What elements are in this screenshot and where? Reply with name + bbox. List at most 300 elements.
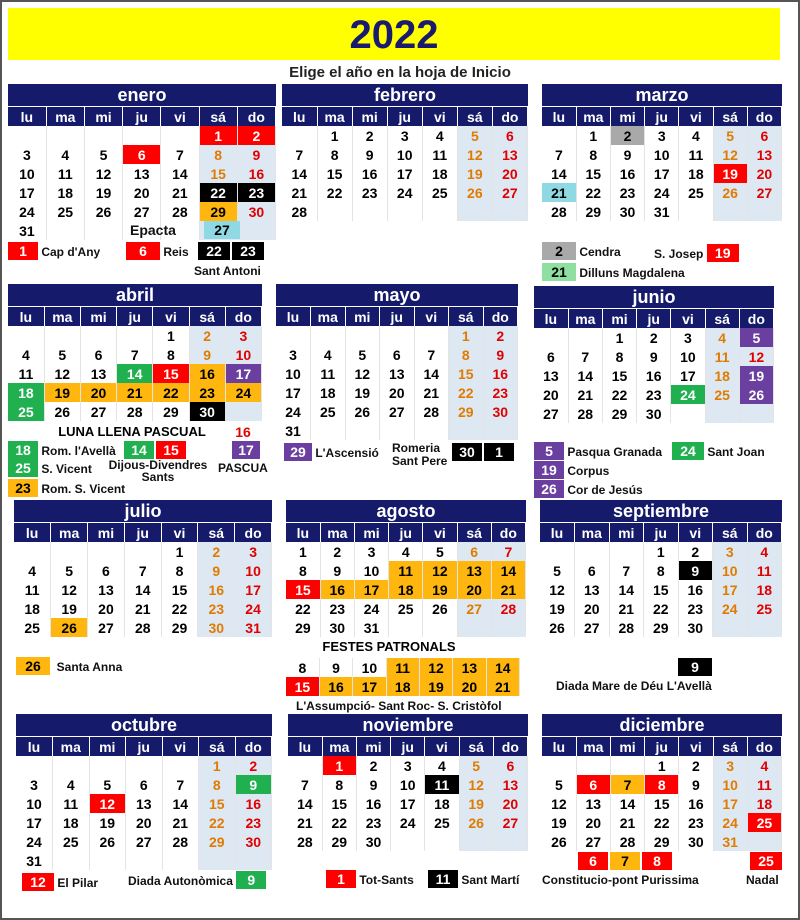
day-cell: 13 bbox=[747, 145, 781, 164]
day-cell: 30 bbox=[356, 832, 390, 851]
day-cell: 10 bbox=[387, 145, 422, 164]
empty-cell bbox=[237, 221, 275, 240]
day-cell: 27 bbox=[126, 832, 163, 851]
weekday-label: vi bbox=[423, 523, 457, 543]
legend-diada-autonomica: Diada Autonòmica 9 bbox=[128, 871, 266, 889]
empty-cell bbox=[422, 202, 457, 221]
day-cell: 7 bbox=[162, 775, 199, 794]
day-cell: 8 bbox=[199, 145, 237, 164]
day-cell: 14 bbox=[117, 364, 153, 383]
day-cell: 18 bbox=[705, 366, 739, 385]
day-cell: 14 bbox=[491, 561, 525, 580]
week-row bbox=[282, 126, 528, 145]
week-row bbox=[16, 775, 272, 794]
legend-romeria-boxes: 30 1 bbox=[452, 443, 514, 461]
legend-corpus: 19 Corpus bbox=[534, 461, 609, 479]
day-cell: 14 bbox=[610, 794, 644, 813]
weekday-label: ma bbox=[568, 309, 602, 329]
festes-row-2 bbox=[286, 677, 520, 696]
day-cell: 22 bbox=[199, 183, 237, 202]
day-cell: 29 bbox=[602, 404, 636, 423]
day-cell: 23 bbox=[352, 183, 387, 202]
day-cell: 23 bbox=[189, 383, 225, 402]
day-cell: 29 bbox=[645, 832, 679, 851]
day-cell: 19 bbox=[457, 164, 492, 183]
day-cell: 12 bbox=[84, 164, 122, 183]
day-cell: 25 bbox=[311, 402, 346, 421]
month-junio bbox=[534, 286, 774, 423]
day-cell: 26 bbox=[84, 202, 122, 221]
day-cell: 28 bbox=[117, 402, 153, 421]
day-cell: 8 bbox=[317, 145, 352, 164]
week-row bbox=[16, 794, 272, 813]
day-cell: 5 bbox=[89, 775, 126, 794]
day-cell: 22 bbox=[602, 385, 636, 404]
week-row bbox=[288, 813, 528, 832]
day-cell: 25 bbox=[8, 402, 44, 421]
day-cell: 12 bbox=[51, 580, 88, 599]
day-cell: 23 bbox=[235, 813, 272, 832]
day-cell: 2 bbox=[237, 126, 275, 145]
legend-el-pilar: 12 El Pilar bbox=[22, 873, 98, 891]
day-cell: 21 bbox=[161, 183, 199, 202]
empty-cell bbox=[492, 202, 527, 221]
weekday-label: lu bbox=[534, 309, 568, 329]
day-cell: 21 bbox=[568, 385, 602, 404]
week-row bbox=[540, 580, 782, 599]
weekday-label: mi bbox=[352, 107, 387, 127]
day-cell: 13 bbox=[88, 580, 125, 599]
weekday-label: ju bbox=[126, 737, 163, 757]
empty-cell bbox=[389, 618, 423, 637]
day-cell: 28 bbox=[161, 202, 199, 221]
day-cell: 2 bbox=[678, 542, 713, 561]
day-cell: 19 bbox=[84, 183, 122, 202]
legend-cor-de-jesus: 26 Cor de Jesús bbox=[534, 480, 643, 498]
day-cell: 30 bbox=[678, 618, 713, 637]
empty-cell bbox=[493, 832, 527, 851]
weekday-label: sá bbox=[457, 523, 491, 543]
day-cell: 19 bbox=[739, 366, 773, 385]
empty-cell bbox=[44, 326, 80, 345]
week-row bbox=[16, 832, 272, 851]
empty-cell bbox=[457, 618, 491, 637]
week-row bbox=[276, 421, 518, 440]
day-cell: 26 bbox=[540, 618, 575, 637]
day-cell: 16 bbox=[352, 164, 387, 183]
day-cell: 9 bbox=[356, 775, 390, 794]
festes-day: 17 bbox=[353, 677, 386, 696]
day-cell: 9 bbox=[235, 775, 272, 794]
day-cell: 7 bbox=[610, 775, 644, 794]
month-grid bbox=[542, 106, 782, 221]
day-cell: 10 bbox=[671, 347, 705, 366]
day-cell: 13 bbox=[380, 364, 415, 383]
weekday-label: mi bbox=[610, 737, 644, 757]
month-octubre bbox=[16, 714, 272, 870]
day-cell: 7 bbox=[491, 542, 525, 561]
week-row bbox=[542, 183, 782, 202]
weekday-label: ma bbox=[44, 307, 80, 327]
day-cell: 17 bbox=[225, 364, 261, 383]
day-cell: 1 bbox=[286, 542, 320, 561]
weekday-label: ju bbox=[391, 737, 425, 757]
week-row bbox=[16, 813, 272, 832]
day-cell: 7 bbox=[414, 345, 449, 364]
day-cell: 18 bbox=[14, 599, 51, 618]
day-cell: 4 bbox=[679, 126, 713, 145]
day-cell: 7 bbox=[161, 145, 199, 164]
day-cell: 20 bbox=[123, 183, 161, 202]
weekday-label: vi bbox=[422, 107, 457, 127]
week-row bbox=[8, 345, 262, 364]
weekday-label: do bbox=[235, 523, 272, 543]
day-cell: 28 bbox=[288, 832, 322, 851]
week-row bbox=[14, 542, 272, 561]
day-cell: 21 bbox=[491, 580, 525, 599]
empty-cell bbox=[542, 126, 576, 145]
empty-cell bbox=[713, 202, 747, 221]
week-row bbox=[286, 561, 526, 580]
day-cell: 26 bbox=[542, 832, 576, 851]
week-row bbox=[534, 385, 774, 404]
day-cell: 11 bbox=[46, 164, 84, 183]
week-row bbox=[282, 183, 528, 202]
day-cell: 26 bbox=[457, 183, 492, 202]
week-row bbox=[14, 561, 272, 580]
epacta-legend: Epacta bbox=[130, 222, 176, 238]
day-cell: 14 bbox=[568, 366, 602, 385]
day-cell: 4 bbox=[53, 775, 90, 794]
empty-cell bbox=[747, 832, 781, 851]
day-cell: 1 bbox=[153, 326, 189, 345]
day-cell: 21 bbox=[609, 599, 644, 618]
day-cell: 9 bbox=[678, 561, 713, 580]
day-cell: 11 bbox=[679, 145, 713, 164]
day-cell: 25 bbox=[747, 813, 781, 832]
day-cell: 17 bbox=[354, 580, 388, 599]
day-cell: 17 bbox=[276, 383, 311, 402]
day-cell: 20 bbox=[80, 383, 116, 402]
week-row bbox=[542, 794, 782, 813]
weekday-label: mi bbox=[80, 307, 116, 327]
day-cell: 3 bbox=[16, 775, 53, 794]
year-title: 2022 bbox=[349, 13, 439, 57]
day-cell: 12 bbox=[739, 347, 773, 366]
day-cell: 28 bbox=[282, 202, 317, 221]
day-cell: 29 bbox=[199, 202, 237, 221]
weekday-label: vi bbox=[679, 737, 713, 757]
day-cell: 16 bbox=[189, 364, 225, 383]
weekday-label: ma bbox=[53, 737, 90, 757]
day-cell: 19 bbox=[89, 813, 126, 832]
month-enero bbox=[8, 84, 276, 240]
day-cell: 15 bbox=[199, 164, 237, 183]
weekday-label: vi bbox=[671, 309, 705, 329]
day-cell: 20 bbox=[747, 164, 781, 183]
day-cell: 3 bbox=[354, 542, 388, 561]
weekday-label: lu bbox=[286, 523, 320, 543]
empty-cell bbox=[391, 832, 425, 851]
day-cell: 15 bbox=[317, 164, 352, 183]
week-row bbox=[288, 832, 528, 851]
weekday-label: ma bbox=[46, 107, 84, 127]
day-cell: 5 bbox=[44, 345, 80, 364]
year-banner bbox=[8, 8, 780, 60]
day-cell: 10 bbox=[391, 775, 425, 794]
day-cell: 19 bbox=[542, 813, 576, 832]
empty-cell bbox=[576, 756, 610, 775]
day-cell: 22 bbox=[153, 383, 189, 402]
day-cell: 23 bbox=[483, 383, 518, 402]
day-cell: 20 bbox=[126, 813, 163, 832]
festes-day: 9 bbox=[319, 658, 352, 677]
day-cell: 30 bbox=[637, 404, 671, 423]
day-cell: 15 bbox=[153, 364, 189, 383]
day-cell: 9 bbox=[189, 345, 225, 364]
day-cell: 7 bbox=[124, 561, 161, 580]
day-cell: 29 bbox=[449, 402, 484, 421]
weekday-label: do bbox=[225, 307, 261, 327]
day-cell: 24 bbox=[225, 383, 261, 402]
week-row bbox=[282, 164, 528, 183]
day-cell: 15 bbox=[322, 794, 356, 813]
week-row bbox=[540, 542, 782, 561]
weekday-label: mi bbox=[602, 309, 636, 329]
day-cell: 2 bbox=[198, 542, 235, 561]
month-grid bbox=[282, 106, 528, 221]
weekday-label: ma bbox=[322, 737, 356, 757]
weekday-label: sá bbox=[198, 523, 235, 543]
day-cell: 25 bbox=[53, 832, 90, 851]
day-cell: 25 bbox=[705, 385, 739, 404]
day-cell: 24 bbox=[354, 599, 388, 618]
day-cell: 23 bbox=[356, 813, 390, 832]
weekday-header-row bbox=[534, 309, 774, 329]
day-cell: 15 bbox=[645, 794, 679, 813]
festes-patronals: FESTES PATRONALS bbox=[286, 638, 492, 656]
weekday-label: vi bbox=[162, 737, 199, 757]
day-cell: 15 bbox=[286, 580, 320, 599]
weekday-label: do bbox=[237, 107, 275, 127]
month-marzo bbox=[542, 84, 782, 221]
day-cell: 4 bbox=[46, 145, 84, 164]
day-cell: 29 bbox=[161, 618, 198, 637]
empty-cell bbox=[80, 326, 116, 345]
day-cell: 17 bbox=[16, 813, 53, 832]
day-cell: 11 bbox=[311, 364, 346, 383]
weekday-header-row bbox=[16, 737, 272, 757]
empty-cell bbox=[414, 421, 449, 440]
day-cell: 15 bbox=[644, 580, 679, 599]
day-cell: 17 bbox=[391, 794, 425, 813]
empty-cell bbox=[84, 221, 122, 240]
day-cell: 24 bbox=[713, 813, 747, 832]
week-row bbox=[8, 145, 276, 164]
day-cell: 12 bbox=[542, 794, 576, 813]
empty-cell bbox=[491, 618, 525, 637]
legend-pasqua-granada: 5 Pasqua Granada bbox=[534, 442, 662, 460]
day-cell: 27 bbox=[534, 404, 568, 423]
weekday-header-row bbox=[540, 523, 782, 543]
day-cell: 27 bbox=[88, 618, 125, 637]
day-cell: 13 bbox=[80, 364, 116, 383]
day-cell: 1 bbox=[602, 328, 636, 347]
week-row bbox=[542, 126, 782, 145]
day-cell: 12 bbox=[457, 145, 492, 164]
weekday-label: vi bbox=[678, 523, 713, 543]
day-cell: 10 bbox=[16, 794, 53, 813]
month-grid bbox=[540, 522, 782, 637]
day-cell: 6 bbox=[88, 561, 125, 580]
month-diciembre bbox=[542, 714, 782, 851]
day-cell: 6 bbox=[380, 345, 415, 364]
day-cell: 27 bbox=[492, 183, 527, 202]
weekday-label: vi bbox=[425, 737, 459, 757]
day-cell: 13 bbox=[126, 794, 163, 813]
day-cell: 15 bbox=[161, 580, 198, 599]
day-cell: 3 bbox=[235, 542, 272, 561]
weekday-label: lu bbox=[8, 307, 44, 327]
weekday-label: do bbox=[739, 309, 773, 329]
day-cell: 5 bbox=[713, 126, 747, 145]
day-cell: 2 bbox=[483, 326, 518, 345]
day-cell: 5 bbox=[51, 561, 88, 580]
day-cell: 12 bbox=[89, 794, 126, 813]
weekday-header-row bbox=[8, 107, 276, 127]
day-cell: 21 bbox=[282, 183, 317, 202]
weekday-label: ma bbox=[51, 523, 88, 543]
day-cell: 3 bbox=[276, 345, 311, 364]
weekday-label: sá bbox=[199, 107, 237, 127]
empty-cell bbox=[84, 126, 122, 145]
empty-cell bbox=[380, 326, 415, 345]
day-cell: 1 bbox=[576, 126, 610, 145]
day-cell: 1 bbox=[161, 542, 198, 561]
month-title: enero bbox=[8, 84, 276, 106]
legend-dijous-divendres: Dijous-Divendres Sants bbox=[108, 458, 208, 484]
weekday-label: sá bbox=[713, 107, 747, 127]
day-cell: 19 bbox=[713, 164, 747, 183]
day-cell: 14 bbox=[609, 580, 644, 599]
weekday-label: ma bbox=[575, 523, 610, 543]
day-cell: 17 bbox=[713, 794, 747, 813]
day-cell: 1 bbox=[645, 756, 679, 775]
day-cell: 3 bbox=[8, 145, 46, 164]
day-cell: 4 bbox=[747, 756, 781, 775]
day-cell: 19 bbox=[459, 794, 493, 813]
weekday-label: sá bbox=[199, 737, 236, 757]
day-cell: 17 bbox=[8, 183, 46, 202]
weekday-label: ju bbox=[644, 523, 679, 543]
empty-cell bbox=[89, 756, 126, 775]
festes-row-1 bbox=[286, 658, 520, 677]
day-cell: 3 bbox=[645, 126, 679, 145]
festes-day: 15 bbox=[286, 677, 319, 696]
day-cell: 9 bbox=[352, 145, 387, 164]
day-cell: 9 bbox=[198, 561, 235, 580]
day-cell: 24 bbox=[276, 402, 311, 421]
empty-cell bbox=[387, 202, 422, 221]
legend-dijous-boxes: 14 15 bbox=[124, 441, 186, 459]
weekday-header-row bbox=[276, 307, 518, 327]
day-cell: 30 bbox=[198, 618, 235, 637]
day-cell: 5 bbox=[542, 775, 576, 794]
day-cell: 21 bbox=[162, 813, 199, 832]
day-cell: 14 bbox=[542, 164, 576, 183]
day-cell: 27 bbox=[747, 183, 781, 202]
weekday-header-row bbox=[286, 523, 526, 543]
legend-rom-avella: 18 Rom. l'Avellà bbox=[8, 441, 116, 459]
day-cell: 10 bbox=[8, 164, 46, 183]
day-cell: 24 bbox=[16, 832, 53, 851]
month-grid bbox=[286, 522, 526, 637]
empty-cell bbox=[575, 542, 610, 561]
legend-assumpcio: L'Assumpció- Sant Roc- S. Cristòfol bbox=[296, 699, 502, 713]
empty-cell bbox=[288, 756, 322, 775]
day-cell: 9 bbox=[637, 347, 671, 366]
month-title: junio bbox=[534, 286, 774, 308]
week-row bbox=[288, 794, 528, 813]
week-row bbox=[534, 347, 774, 366]
weekday-label: ju bbox=[387, 107, 422, 127]
day-cell: 4 bbox=[311, 345, 346, 364]
day-cell: 17 bbox=[671, 366, 705, 385]
month-julio bbox=[14, 500, 272, 637]
day-cell: 7 bbox=[288, 775, 322, 794]
week-row bbox=[542, 775, 782, 794]
day-cell: 8 bbox=[645, 775, 679, 794]
legend-nadal: Nadal bbox=[746, 873, 779, 887]
week-row bbox=[542, 813, 782, 832]
month-title: julio bbox=[14, 500, 272, 522]
luna-llena-pascual: LUNA LLENA PASCUAL bbox=[58, 424, 206, 439]
day-cell: 16 bbox=[483, 364, 518, 383]
day-cell: 3 bbox=[671, 328, 705, 347]
day-cell: 2 bbox=[637, 328, 671, 347]
weekday-header-row bbox=[8, 307, 262, 327]
day-cell: 13 bbox=[492, 145, 527, 164]
empty-cell bbox=[713, 618, 748, 637]
festes-day: 21 bbox=[486, 677, 519, 696]
day-cell: 23 bbox=[320, 599, 354, 618]
day-cell: 30 bbox=[679, 832, 713, 851]
day-cell: 31 bbox=[8, 221, 46, 240]
day-cell: 2 bbox=[679, 756, 713, 775]
day-cell: 23 bbox=[678, 599, 713, 618]
day-cell: 8 bbox=[576, 145, 610, 164]
empty-cell bbox=[414, 326, 449, 345]
weekday-label: lu bbox=[542, 737, 576, 757]
day-cell: 8 bbox=[449, 345, 484, 364]
legend-ascensio: 29 L'Ascensió bbox=[284, 443, 379, 461]
day-cell: 3 bbox=[713, 756, 747, 775]
day-cell: 21 bbox=[124, 599, 161, 618]
empty-cell bbox=[540, 542, 575, 561]
day-cell: 14 bbox=[282, 164, 317, 183]
day-cell: 8 bbox=[161, 561, 198, 580]
day-cell: 8 bbox=[153, 345, 189, 364]
week-row bbox=[286, 618, 526, 637]
day-cell: 30 bbox=[237, 202, 275, 221]
day-cell: 13 bbox=[493, 775, 527, 794]
epacta-number: 27 bbox=[204, 221, 240, 239]
day-cell: 27 bbox=[493, 813, 527, 832]
day-cell: 2 bbox=[320, 542, 354, 561]
weekday-label: ma bbox=[576, 737, 610, 757]
day-cell: 16 bbox=[235, 794, 272, 813]
day-cell: 28 bbox=[542, 202, 576, 221]
